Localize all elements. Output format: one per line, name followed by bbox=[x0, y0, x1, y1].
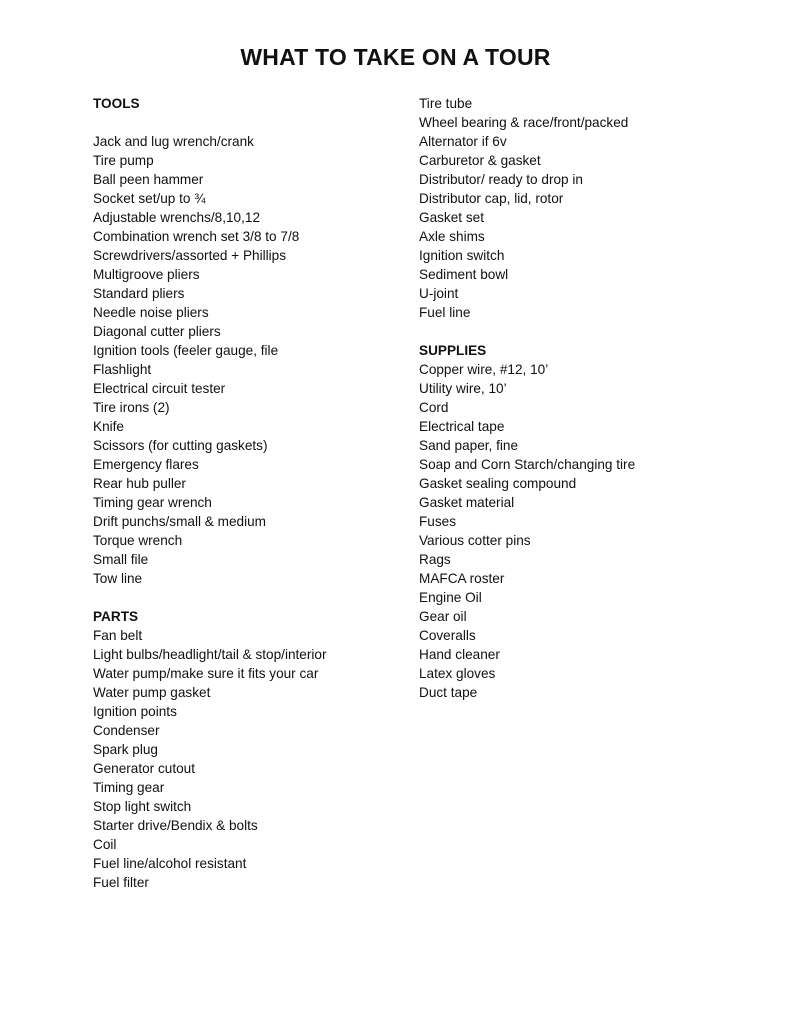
supply-item: Rags bbox=[419, 552, 451, 567]
supply-item: Duct tape bbox=[419, 685, 478, 700]
tool-item: Rear hub puller bbox=[93, 476, 186, 491]
supply-item: Gasket material bbox=[419, 495, 515, 510]
tool-item: Tow line bbox=[93, 571, 143, 586]
part-item: Distributor cap, lid, rotor bbox=[419, 191, 564, 206]
tool-item: Needle noise pliers bbox=[93, 305, 209, 320]
part-item: Timing gear bbox=[93, 780, 165, 795]
part-item: Stop light switch bbox=[93, 799, 192, 814]
tool-item: Tire pump bbox=[93, 153, 154, 168]
tool-item: Ignition tools (feeler gauge, file bbox=[93, 343, 279, 358]
tool-item: Ball peen hammer bbox=[93, 172, 204, 187]
tool-item: Flashlight bbox=[93, 362, 152, 377]
supply-item: Coveralls bbox=[419, 628, 476, 643]
tool-item: Jack and lug wrench/crank bbox=[93, 134, 254, 149]
tool-item: Small file bbox=[93, 552, 149, 567]
parts-heading: PARTS bbox=[93, 609, 139, 624]
part-item: Spark plug bbox=[93, 742, 158, 757]
supplies-heading: SUPPLIES bbox=[419, 343, 487, 358]
spacer bbox=[93, 113, 413, 132]
spacer bbox=[93, 588, 413, 607]
part-item: Gasket set bbox=[419, 210, 484, 225]
part-item: Fan belt bbox=[93, 628, 143, 643]
spacer bbox=[419, 322, 749, 341]
tool-item: Emergency flares bbox=[93, 457, 199, 472]
tool-item: Multigroove pliers bbox=[93, 267, 200, 282]
supply-item: Hand cleaner bbox=[419, 647, 500, 662]
part-item: Fuel line bbox=[419, 305, 471, 320]
supply-item: Electrical tape bbox=[419, 419, 505, 434]
tool-item: Adjustable wrenchs/8,10,12 bbox=[93, 210, 261, 225]
tool-item: Diagonal cutter pliers bbox=[93, 324, 221, 339]
supply-item: Latex gloves bbox=[419, 666, 496, 681]
part-item: Distributor/ ready to drop in bbox=[419, 172, 583, 187]
right-column bbox=[419, 94, 749, 702]
tool-item: Socket set/up to ¾ bbox=[93, 191, 206, 206]
supply-item: MAFCA roster bbox=[419, 571, 505, 586]
parts-list-right bbox=[419, 94, 749, 322]
part-item: Coil bbox=[93, 837, 117, 852]
supply-item: Sand paper, fine bbox=[419, 438, 519, 453]
part-item: U-joint bbox=[419, 286, 459, 301]
tool-item: Screwdrivers/assorted + Phillips bbox=[93, 248, 287, 263]
part-item: Wheel bearing & race/front/packed bbox=[419, 115, 629, 130]
part-item: Fuel filter bbox=[93, 875, 149, 890]
supply-item: Utility wire, 10’ bbox=[419, 381, 507, 396]
part-item: Sediment bowl bbox=[419, 267, 509, 282]
part-item: Generator cutout bbox=[93, 761, 196, 776]
supply-item: Cord bbox=[419, 400, 449, 415]
tool-item: Scissors (for cutting gaskets) bbox=[93, 438, 268, 453]
parts-list-left bbox=[93, 626, 413, 892]
part-item: Starter drive/Bendix & bolts bbox=[93, 818, 258, 833]
part-item: Tire tube bbox=[419, 96, 473, 111]
supply-item: Various cotter pins bbox=[419, 533, 531, 548]
tool-item: Electrical circuit tester bbox=[93, 381, 226, 396]
supply-item: Gasket sealing compound bbox=[419, 476, 577, 491]
left-column bbox=[93, 94, 413, 892]
part-item: Fuel line/alcohol resistant bbox=[93, 856, 247, 871]
part-item: Water pump gasket bbox=[93, 685, 211, 700]
tool-item: Drift punchs/small & medium bbox=[93, 514, 266, 529]
tool-item: Standard pliers bbox=[93, 286, 185, 301]
part-item: Ignition switch bbox=[419, 248, 505, 263]
tool-item: Timing gear wrench bbox=[93, 495, 212, 510]
part-item: Alternator if 6v bbox=[419, 134, 507, 149]
supply-item: Engine Oil bbox=[419, 590, 482, 605]
page-title: WHAT TO TAKE ON A TOUR bbox=[240, 44, 551, 70]
supply-item: Soap and Corn Starch/changing tire bbox=[419, 457, 636, 472]
supply-item: Fuses bbox=[419, 514, 457, 529]
tool-item: Knife bbox=[93, 419, 124, 434]
part-item: Carburetor & gasket bbox=[419, 153, 541, 168]
tool-item: Tire irons (2) bbox=[93, 400, 170, 415]
supplies-list bbox=[419, 360, 749, 702]
tools-list bbox=[93, 132, 413, 588]
part-item: Light bulbs/headlight/tail & stop/interior bbox=[93, 647, 327, 662]
supply-item: Gear oil bbox=[419, 609, 467, 624]
part-item: Ignition points bbox=[93, 704, 177, 719]
tool-item: Torque wrench bbox=[93, 533, 183, 548]
part-item: Axle shims bbox=[419, 229, 485, 244]
part-item: Condenser bbox=[93, 723, 160, 738]
tool-item: Combination wrench set 3/8 to 7/8 bbox=[93, 229, 300, 244]
tools-heading: TOOLS bbox=[93, 96, 140, 111]
supply-item: Copper wire, #12, 10’ bbox=[419, 362, 549, 377]
part-item: Water pump/make sure it fits your car bbox=[93, 666, 319, 681]
